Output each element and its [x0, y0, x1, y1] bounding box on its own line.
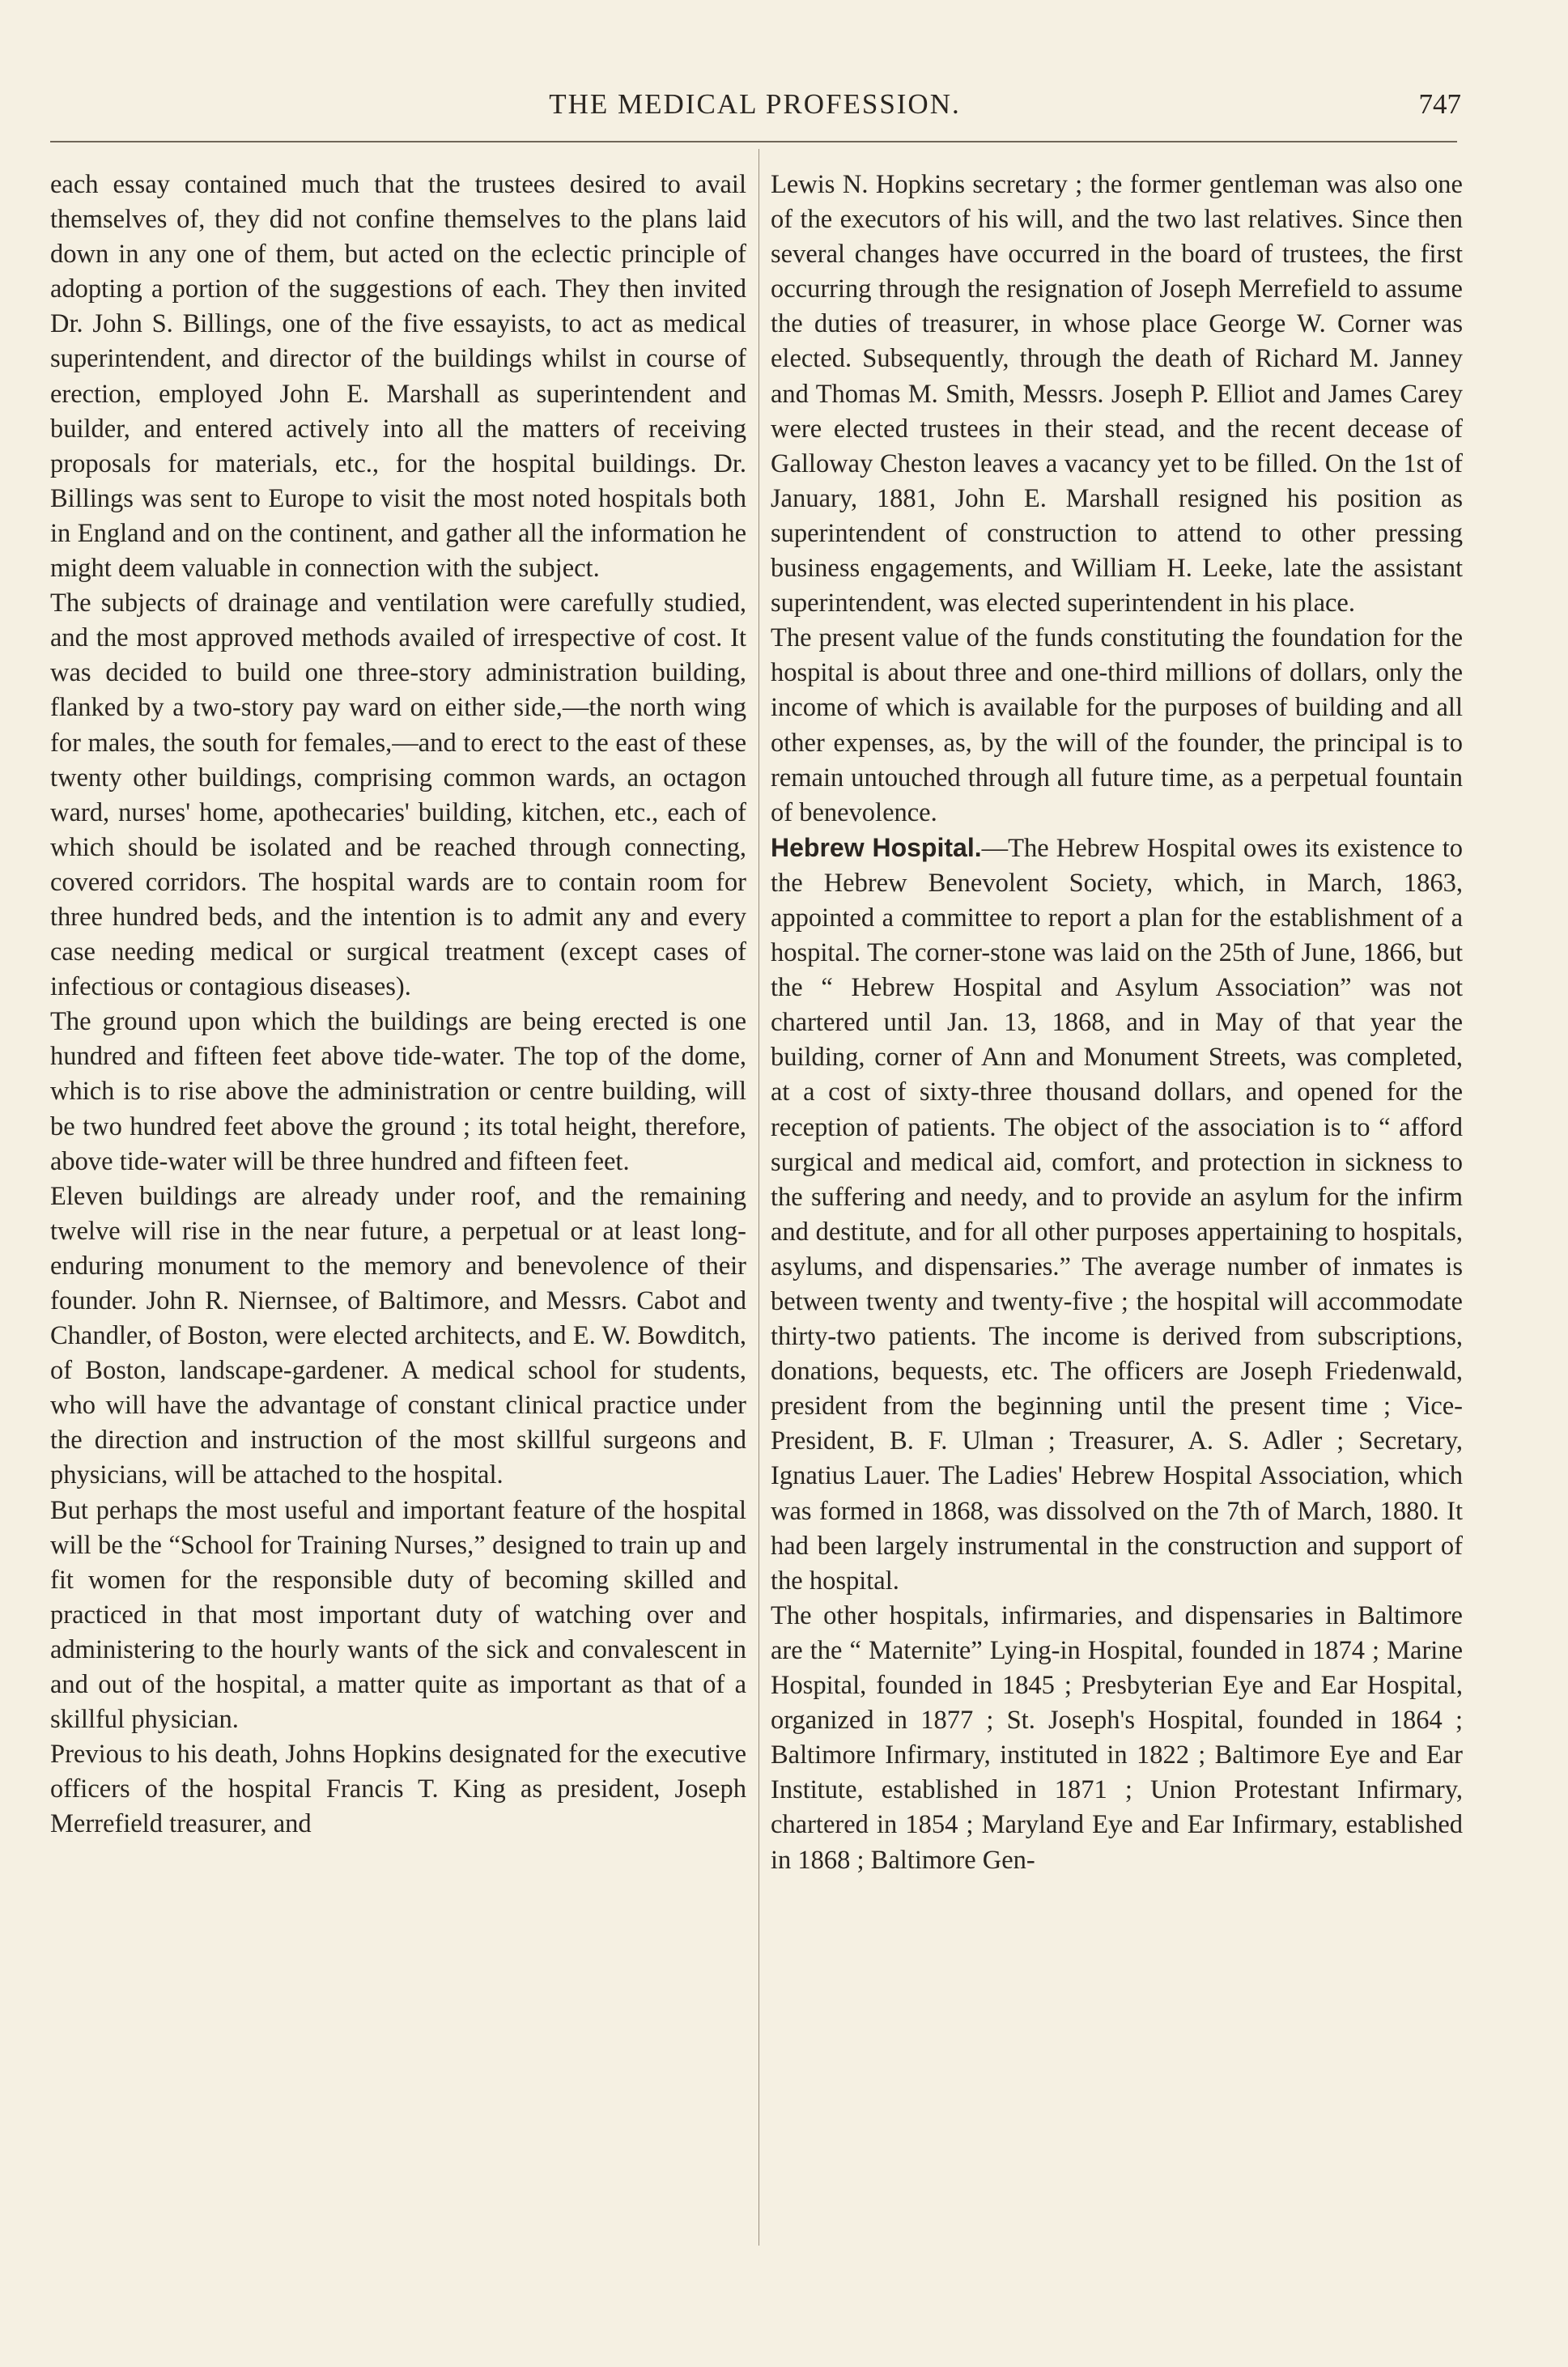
paragraph: The other hospitals, infirmaries, and dispensaries in Baltimore are the “ Maternite” Lying-in Hospital, founded in 1874 ; Marine Hospital, founded in 1845 ; Presbyterian Eye and Ear Hospital, organized in 1877 ; St. Joseph's Hospital, founded in 1864 ; Baltimore Infirmary, instituted in 1822 ; Baltimore Eye and Ear Institute, established in 1871 ; Union Protestant Infirmary, chartered in 1854 ; Maryland Eye and Ear Infirmary, established in 1868 ; Baltimore Gen- [771, 1600, 1463, 1875]
right-column [771, 168, 1463, 1878]
left-column [50, 168, 746, 1842]
header-rule [50, 141, 1457, 142]
section-heading: Hebrew Hospital. [771, 832, 982, 862]
section-text: —The Hebrew Hospital owes its existence to the Hebrew Benevolent Society, which, in March, 1863, appointed a committee to report a plan for the establishment of a hospital. The corner-stone was laid on the 25th of June, 1866, but the “ Hebrew Hospital and Asylum Association” was not chartered until Jan. 13, 1868, and in May of that year the building, corner of Ann and Monument Streets, was completed, at a cost of sixty-three thousand dollars, and opened for the reception of patients. The object of the association is to “ afford surgical and medical aid, comfort, and protection in sickness to the suffering and needy, and to provide an asylum for the infirm and destitute, and for all other purposes appertaining to hospitals, asylums, and dispensaries.” The average number of inmates is between twenty and twenty-five ; the hospital will accommodate thirty-two patients. The income is derived from subscriptions, donations, bequests, etc. The officers are Joseph Friedenwald, president from the beginning until the present time ; Vice-President, B. F. Ulman ; Treasurer, A. S. Adler ; Secretary, Ignatius Lauer. The Ladies' Hebrew Hospital Association, which was formed in 1868, was dissolved on the 7th of March, 1880. It had been largely instrumental in the construction and support of the hospital. [771, 833, 1464, 1596]
paragraph: Previous to his death, Johns Hopkins designated for the executive officers of the hospital Francis T. King as president, Joseph Merrefield treasurer, and [50, 1740, 746, 1839]
paragraph: The present value of the funds constituting the foundation for the hospital is about three and one-third millions of dollars, only the income of which is available for the purposes of building and all other expenses, as, by the will of the founder, the principal is to remain untouched through all future time, as a perpetual fountain of benevolence. [771, 623, 1463, 827]
hebrew-hospital-paragraph [771, 831, 1463, 1599]
paragraph: Lewis N. Hopkins secretary ; the former gentleman was also one of the executors of his will, and the two last relatives. Since then several changes have occurred in the board of trustees, the first occurring through the resignation of Joseph Merrefield to assume the duties of treasurer, in whose place George W. Corner was elected. Subsequently, through the death of Richard M. Janney and Thomas M. Smith, Messrs. Joseph P. Elliot and James Carey were elected trustees in their stead, and the recent decease of Galloway Cheston leaves a vacancy yet to be filled. On the 1st of January, 1881, John E. Marshall resigned his position as superintendent of construction to attend to other pressing business engagements, and William H. Leeke, late the assistant superintendent, was elected superintendent in his place. [771, 170, 1463, 618]
paragraph: The ground upon which the buildings are being erected is one hundred and fifteen feet above tide-water. The top of the dome, which is to rise above the administration or centre building, will be two hundred feet above the ground ; its total height, therefore, above tide-water will be three hundred and fifteen feet. [50, 1007, 746, 1176]
paragraph: Eleven buildings are already under roof, and the remaining twelve will rise in the near future, a perpetual or at least long-enduring monument to the memory and benevolence of their founder. John R. Niernsee, of Baltimore, and Messrs. Cabot and Chandler, of Boston, were elected architects, and E. W. Bowditch, of Boston, landscape-gardener. A medical school for students, who will have the advantage of constant clinical practice under the direction and instruction of the most skillful surgeons and physicians, will be attached to the hospital. [50, 1181, 746, 1490]
page-header [49, 84, 1461, 125]
paragraph: The subjects of drainage and ventilation were carefully studied, and the most approved methods availed of irrespective of cost. It was decided to build one three-story administration building, flanked by a two-story pay ward on either side,—the north wing for males, the south for females,—and to erect to the east of these twenty other buildings, comprising common wards, an octagon ward, nurses' home, apothecaries' building, kitchen, etc., each of which should be isolated and be reached through connecting, covered corridors. The hospital wards are to contain room for three hundred beds, and the intention is to admit any and every case needing medical or surgical treatment (except cases of infectious or contagious diseases). [50, 589, 746, 1002]
page-number: 747 [1418, 88, 1461, 120]
paragraph: But perhaps the most useful and important feature of the hospital will be the “School for Training Nurses,” designed to train up and fit women for the responsible duty of becoming skilled and practiced in that most important duty of watching over and administering to the hourly wants of the sick and convalescent in and out of the hospital, a matter quite as important as that of a skillful physician. [50, 1495, 746, 1735]
paragraph: each essay contained much that the trustees desired to avail themselves of, they did not confine themselves to the plans laid down in any one of them, but acted on the eclectic principle of adopting a portion of the suggestions of each. They then invited Dr. John S. Billings, one of the five essayists, to act as medical superintendent, and director of the buildings whilst in course of erection, employed John E. Marshall as superintendent and builder, and entered actively into all the matters of receiving proposals for materials, etc., for the hospital buildings. Dr. Billings was sent to Europe to visit the most noted hospitals both in England and on the continent, and gather all the information he might deem valuable in connection with the subject. [50, 170, 746, 584]
running-title: THE MEDICAL PROFESSION. [549, 88, 961, 120]
